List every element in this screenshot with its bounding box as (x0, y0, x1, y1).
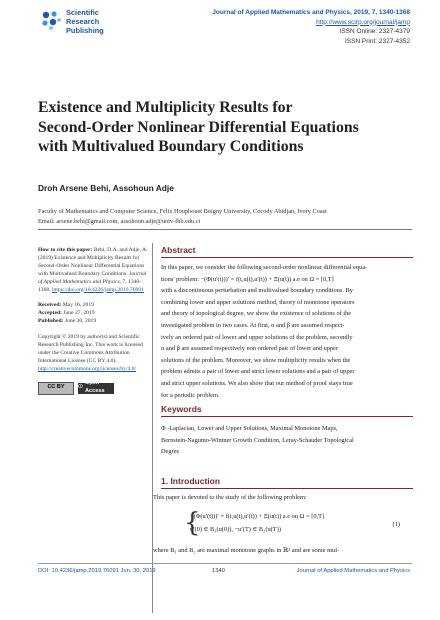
equation-line-1: −(Φ(u′(t)))′ = f(t,u(t),u′(t)) + Ξ(u(t)) a.e on Ω = [0,T] (190, 513, 325, 520)
header-divider (38, 229, 412, 230)
article-sidebar (38, 247, 150, 395)
abstract-line: and theory of topological degree, we show the existence of solutions of the (161, 310, 352, 318)
logo-line-3: Publishing (66, 26, 104, 35)
footer-journal: Journal of Applied Mathematics and Physics (296, 568, 410, 574)
abstract-line: α and β are assumed respectively non ordered pair of lower and upper (161, 345, 339, 353)
citation-block (38, 247, 150, 294)
logo-line-2: Research (66, 17, 100, 26)
affiliation-block (38, 207, 327, 226)
authors: Droh Arsene Behi, Assohoun Adje (38, 183, 174, 193)
cite-volume: 7, 1340-1368. (38, 278, 142, 293)
received-date: May 16, 2019 (62, 302, 94, 309)
abstract-heading: Abstract (161, 245, 196, 255)
issn-print: ISSN Print: 2327-4352 (344, 37, 410, 45)
title-line-2: Second-Order Nonlinear Differential Equations (38, 118, 359, 136)
keywords-rule (161, 416, 413, 417)
abstract-line: and strict upper solutions. We also show that our method of proof stays true (161, 379, 353, 387)
keywords-line: Bernstein-Nagumo-Wintner Growth Condition, Leray-Schauder Topological (161, 436, 354, 444)
logo-line-1: Scientific (66, 8, 99, 17)
abstract-line: combining lower and upper solutions method, theory of monotone operators (161, 298, 355, 306)
cc-by-badge[interactable]: CC BY (38, 382, 74, 395)
license-badges (38, 382, 150, 395)
keywords-line: Degree (161, 448, 180, 456)
equation-line-2: u′(0) ∈ B₁(u(0)), −u′(T) ∈ B₂(u(T)) (190, 526, 281, 533)
journal-citation: Journal of Applied Mathematics and Physics, 2019, 7, 1340-1368 (212, 9, 410, 16)
abstract-line: ively an ordered pair of lower and upper solutions of the problem, secondly (161, 333, 353, 341)
license-link[interactable]: http://creativecommons.org/licenses/by/4.0/ (38, 365, 137, 372)
publisher-logo-icon (40, 9, 62, 31)
abstract-line: In this paper, we consider the following second-order nonlinear differential equa- (161, 264, 368, 271)
abstract-body (161, 262, 413, 401)
published-label: Published: (38, 318, 64, 325)
received-label: Received: (38, 302, 62, 309)
keywords-heading: Keywords (161, 404, 202, 414)
affiliation: Faculty of Mathematics and Computer Science, Felix Houphouet Boigny University, Cocody Abidjan, Ivory Coast (38, 208, 327, 215)
keywords-line: Φ -Laplacian, Lower and Upper Solutions, Maximal Monotone Maps, (161, 425, 338, 432)
journal-meta (212, 8, 410, 46)
open-access-badge (78, 380, 114, 395)
cite-journal: Journal of Applied Mathematics and Physics, (38, 270, 147, 285)
abstract-rule (161, 257, 413, 258)
cite-doi-link[interactable]: https://doi.org/10.4236/jamp.2019.76091 (52, 286, 144, 293)
abstract-line: problem admits a pair of lower and strict lower solutions and a pair of upper (161, 368, 355, 376)
title-line-3: with Multivalued Boundary Conditions (38, 138, 304, 155)
journal-url-link[interactable]: http://www.scirp.org/journal/jamp (316, 18, 410, 26)
published-date: June 30, 2019 (64, 318, 97, 325)
abstract-line: with a discontinuous perturbation and multivalued boundary conditions. By (161, 287, 353, 295)
footer-page-number: 1340 (212, 568, 225, 574)
introduction-continuation: where B₁ and B₂ are maximal monotone graphs in ℝ² and are some mul- (153, 547, 340, 554)
abstract-line: tions' problem: −(Φ(u′(t)))′ = f(t,u(t),u′(t)) + Ξ(u(t)) a.e on Ω = [0,T] (161, 275, 334, 283)
footer-doi[interactable]: DOI: 10.4236/jamp.2019.76091 Jun. 30, 2019 (38, 568, 156, 574)
equation-1 (184, 508, 410, 538)
cite-label: How to cite this paper: (38, 247, 93, 253)
issn-online: ISSN Online: 2327-4379 (339, 28, 410, 35)
introduction-lead: This paper is devoted to the study of the following problem: (153, 494, 307, 501)
copyright-block (38, 334, 150, 374)
dates-block (38, 302, 150, 326)
paper-title (38, 98, 408, 157)
open-access-lock-icon: ☉ (78, 384, 84, 391)
open-access-label: Open Access (85, 380, 105, 395)
abstract-line: solutions of the problem. Moreover, we show multiplicity results when the (161, 356, 351, 364)
footer-rule (38, 563, 412, 564)
equation-brace: { (184, 508, 201, 538)
accepted-date: June 27, 2019 (63, 310, 95, 317)
introduction-heading: 1. Introduction (161, 476, 221, 486)
abstract-line: for a periodic problem. (161, 391, 220, 399)
equation-number: (1) (392, 521, 400, 528)
copyright-text: Copyright © 2019 by author(s) and Scientific Research Publishing Inc. This work is licensed under the Creative Commons Attribution International License (CC BY 4.0). (38, 334, 143, 364)
column-divider (152, 243, 153, 613)
accepted-label: Accepted: (38, 310, 62, 317)
introduction-rule (161, 488, 413, 489)
email: Email: arsene.behi@gmail.com, assohoun.adje@univ-fhb.edu.ci (38, 217, 201, 225)
publisher-logo (40, 7, 120, 49)
title-line-1: Existence and Multiplicity Results for (38, 99, 293, 116)
keywords-body (161, 423, 413, 458)
abstract-line: investigated problem in two cases. At first, α and β are assumed respect- (161, 321, 345, 329)
cite-text: Behi, D.A. and Adje, A. (2019) Existence and Multiplicity Results for Second-Order Nonlinear Differential Equations with Multivalued Boundary Conditions. (38, 247, 148, 277)
